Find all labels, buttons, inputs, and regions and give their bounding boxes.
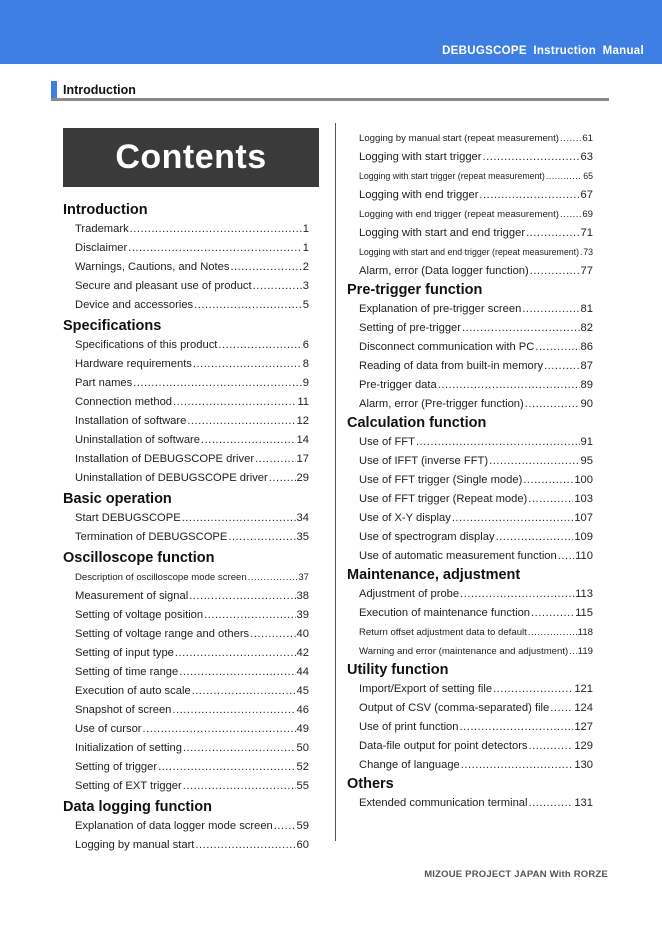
- toc-dot-leader: [531, 604, 574, 623]
- toc-entry-page: 86: [580, 341, 593, 353]
- toc-entry-page: 14: [296, 434, 309, 446]
- toc-entry[interactable]: [63, 587, 309, 606]
- toc-dot-leader: [483, 148, 580, 167]
- toc-entry-title: Explanation of pre-trigger screen: [359, 303, 522, 315]
- toc-entry-title: Setting of pre-trigger: [359, 322, 461, 334]
- toc-entry-page: 3: [302, 280, 309, 292]
- toc-entry-page: 6: [302, 339, 309, 351]
- toc-heading: Data logging function: [63, 799, 213, 815]
- toc-dot-leader: [183, 777, 296, 796]
- toc-entry-page: 121: [574, 683, 593, 695]
- toc-entry[interactable]: [347, 794, 593, 813]
- toc-entry-title: Return offset adjustment data to default: [359, 627, 527, 638]
- toc-entry-title: Logging with start and end trigger: [359, 227, 526, 239]
- toc-entry[interactable]: [63, 777, 309, 796]
- toc-entry-page: 77: [580, 265, 593, 277]
- toc-dot-leader: [250, 625, 295, 644]
- toc-entry-title: Logging with start trigger (repeat measurement): [359, 171, 545, 181]
- toc-entry-title: Adjustment of probe: [359, 588, 460, 600]
- toc-entry[interactable]: [63, 336, 309, 355]
- toc-entry[interactable]: [347, 756, 593, 775]
- toc-heading: Calculation function: [347, 415, 487, 431]
- toc-entry[interactable]: [347, 699, 593, 718]
- toc-entry-title: Secure and pleasant use of product: [75, 280, 252, 292]
- toc-entry-title: Logging by manual start (repeat measurement): [359, 133, 559, 144]
- toc-right-column: [347, 129, 593, 813]
- toc-entry-page: 89: [580, 379, 593, 391]
- toc-entry-page: 37: [298, 572, 309, 583]
- toc-entry-title: Use of FFT trigger (Single mode): [359, 474, 523, 486]
- toc-dot-leader: [175, 644, 296, 663]
- toc-entry-page: 44: [296, 666, 309, 678]
- section-rule: [51, 98, 609, 101]
- toc-entry-title: Uninstallation of DEBUGSCOPE driver: [75, 472, 268, 484]
- toc-dot-leader: [194, 296, 302, 315]
- toc-entry-title: Use of print function: [359, 721, 459, 733]
- toc-heading: Specifications: [63, 318, 162, 334]
- toc-entry[interactable]: [63, 355, 309, 374]
- toc-heading: Introduction: [63, 202, 148, 218]
- toc-entry-title: Logging with start trigger: [359, 151, 482, 163]
- toc-dot-leader: [525, 395, 580, 414]
- toc-dot-leader: [461, 756, 574, 775]
- toc-entry-title: Use of IFFT (inverse FFT): [359, 455, 489, 467]
- toc-entry-page: 107: [574, 512, 593, 524]
- toc-entry[interactable]: [347, 585, 593, 604]
- toc-heading: Basic operation: [63, 491, 172, 507]
- contents-title: Contents: [115, 138, 267, 176]
- toc-entry-title: Setting of EXT trigger: [75, 780, 182, 792]
- toc-entry-page: 119: [577, 646, 593, 657]
- toc-entry[interactable]: [347, 262, 593, 281]
- footer-text: MIZOUE PROJECT JAPAN With RORZE: [424, 869, 608, 880]
- toc-entry-title: Start DEBUGSCOPE: [75, 512, 181, 524]
- toc-dot-leader: [528, 490, 573, 509]
- toc-entry-title: Import/Export of setting file: [359, 683, 493, 695]
- toc-dot-leader: [189, 587, 295, 606]
- toc-dot-leader: [526, 224, 579, 243]
- toc-dot-leader: [523, 471, 573, 490]
- toc-entry-page: 12: [296, 415, 309, 427]
- toc-entry-title: Use of FFT trigger (Repeat mode): [359, 493, 528, 505]
- toc-entry-title: Connection method: [75, 396, 173, 408]
- toc-dot-leader: [462, 319, 580, 338]
- toc-heading: Utility function: [347, 662, 449, 678]
- toc-entry-page: 35: [296, 531, 309, 543]
- toc-entry-title: Extended communication terminal: [359, 797, 528, 809]
- toc-entry[interactable]: [63, 412, 309, 431]
- toc-entry[interactable]: [347, 490, 593, 509]
- toc-entry[interactable]: [63, 220, 309, 239]
- toc-entry-page: 113: [575, 588, 593, 600]
- toc-entry-title: Setting of voltage range and others: [75, 628, 250, 640]
- toc-dot-leader: [183, 739, 296, 758]
- toc-entry[interactable]: [63, 836, 309, 855]
- toc-heading: Others: [347, 776, 394, 792]
- toc-dot-leader: [228, 528, 295, 547]
- toc-entry[interactable]: [63, 393, 309, 412]
- toc-entry[interactable]: [347, 243, 593, 262]
- toc-entry[interactable]: [347, 604, 593, 623]
- toc-entry[interactable]: [347, 186, 593, 205]
- toc-entry-title: Installation of software: [75, 415, 187, 427]
- toc-entry-title: Measurement of signal: [75, 590, 189, 602]
- toc-dot-leader: [580, 243, 582, 262]
- toc-entry-title: Setting of time range: [75, 666, 179, 678]
- toc-entry-page: 87: [580, 360, 593, 372]
- toc-entry[interactable]: [63, 568, 309, 587]
- toc-dot-leader: [535, 338, 579, 357]
- toc-entry-page: 110: [575, 550, 593, 562]
- toc-entry-page: 1: [302, 223, 309, 235]
- toc-dot-leader: [274, 817, 296, 836]
- toc-entry-title: Termination of DEBUGSCOPE: [75, 531, 228, 543]
- toc-dot-leader: [195, 836, 295, 855]
- toc-entry-page: 131: [574, 797, 593, 809]
- toc-entry[interactable]: [63, 431, 309, 450]
- toc-entry-page: 130: [574, 759, 593, 771]
- toc-entry-page: 100: [574, 474, 593, 486]
- toc-entry[interactable]: [347, 509, 593, 528]
- toc-entry-title: Explanation of data logger mode screen: [75, 820, 273, 832]
- toc-entry[interactable]: [347, 471, 593, 490]
- toc-entry-page: 34: [296, 512, 309, 524]
- toc-dot-leader: [201, 431, 296, 450]
- toc-entry-page: 103: [574, 493, 593, 505]
- toc-entry-title: Disclaimer: [75, 242, 128, 254]
- toc-entry[interactable]: [63, 296, 309, 315]
- toc-dot-leader: [460, 718, 574, 737]
- toc-dot-leader: [218, 336, 301, 355]
- toc-entry-title: Output of CSV (comma-separated) file: [359, 702, 550, 714]
- toc-dot-leader: [130, 220, 302, 239]
- toc-entry-page: 45: [296, 685, 309, 697]
- toc-entry-page: 90: [580, 398, 593, 410]
- toc-dot-leader: [192, 682, 296, 701]
- toc-entry-title: Specifications of this product: [75, 339, 218, 351]
- toc-dot-leader: [204, 606, 295, 625]
- toc-entry-page: 82: [580, 322, 593, 334]
- toc-entry-page: 5: [302, 299, 309, 311]
- toc-entry[interactable]: [63, 817, 309, 836]
- toc-entry[interactable]: [347, 129, 593, 148]
- toc-entry[interactable]: [63, 509, 309, 528]
- toc-entry-page: 9: [302, 377, 309, 389]
- toc-entry[interactable]: [347, 680, 593, 699]
- toc-entry[interactable]: [63, 469, 309, 488]
- toc-entry[interactable]: [347, 357, 593, 376]
- toc-entry[interactable]: [347, 433, 593, 452]
- toc-entry-page: 50: [296, 742, 309, 754]
- toc-entry[interactable]: [63, 606, 309, 625]
- toc-entry-page: 11: [297, 396, 309, 408]
- toc-dot-leader: [248, 568, 298, 587]
- toc-entry[interactable]: [347, 224, 593, 243]
- toc-entry[interactable]: [347, 205, 593, 224]
- toc-entry-title: Use of cursor: [75, 723, 142, 735]
- toc-entry-page: 59: [296, 820, 309, 832]
- toc-dot-leader: [560, 129, 581, 148]
- toc-left-column: [63, 199, 309, 855]
- toc-dot-leader: [558, 547, 574, 566]
- toc-entry-page: 55: [296, 780, 309, 792]
- toc-entry-title: Description of oscilloscope mode screen: [75, 572, 247, 583]
- toc-dot-leader: [529, 737, 574, 756]
- toc-entry[interactable]: [347, 528, 593, 547]
- toc-entry-title: Setting of trigger: [75, 761, 158, 773]
- toc-entry[interactable]: [63, 450, 309, 469]
- toc-entry[interactable]: [63, 374, 309, 393]
- toc-entry-title: Disconnect communication with PC: [359, 341, 535, 353]
- toc-entry[interactable]: [63, 663, 309, 682]
- toc-entry-title: Alarm, error (Data logger function): [359, 265, 529, 277]
- toc-entry-page: 8: [302, 358, 309, 370]
- toc-dot-leader: [269, 469, 296, 488]
- toc-entry-title: Logging by manual start: [75, 839, 195, 851]
- contents-title-box: [63, 128, 319, 187]
- toc-entry-page: 71: [580, 227, 593, 239]
- toc-dot-leader: [560, 205, 581, 224]
- toc-entry[interactable]: [63, 758, 309, 777]
- toc-dot-leader: [546, 167, 582, 186]
- section-marker: [51, 81, 57, 98]
- toc-dot-leader: [158, 758, 295, 777]
- toc-entry-title: Use of FFT: [359, 436, 415, 448]
- toc-dot-leader: [528, 623, 577, 642]
- toc-dot-leader: [496, 528, 574, 547]
- toc-entry-page: 52: [296, 761, 309, 773]
- toc-entry-title: Use of automatic measurement function: [359, 550, 557, 562]
- toc-dot-leader: [128, 239, 302, 258]
- toc-entry-title: Execution of maintenance function: [359, 607, 531, 619]
- toc-entry-page: 42: [296, 647, 309, 659]
- toc-entry-page: 81: [580, 303, 593, 315]
- toc-heading: Oscilloscope function: [63, 550, 215, 566]
- toc-entry-page: 129: [574, 740, 593, 752]
- toc-dot-leader: [479, 186, 579, 205]
- toc-dot-leader: [569, 642, 576, 661]
- toc-entry-title: Alarm, error (Pre-trigger function): [359, 398, 524, 410]
- toc-entry[interactable]: [347, 737, 593, 756]
- toc-entry[interactable]: [347, 623, 593, 642]
- toc-entry-title: Setting of input type: [75, 647, 174, 659]
- toc-entry[interactable]: [63, 682, 309, 701]
- toc-entry-title: Logging with end trigger (repeat measurement): [359, 209, 559, 220]
- toc-entry-page: 115: [575, 607, 593, 619]
- toc-entry[interactable]: [347, 547, 593, 566]
- toc-entry-title: Part names: [75, 377, 133, 389]
- toc-entry-page: 69: [582, 209, 593, 220]
- toc-entry[interactable]: [63, 644, 309, 663]
- toc-dot-leader: [193, 355, 302, 374]
- toc-entry[interactable]: [347, 300, 593, 319]
- toc-entry-title: Warning and error (maintenance and adjustment): [359, 646, 569, 657]
- toc-entry-title: Snapshot of screen: [75, 704, 172, 716]
- toc-entry-page: 118: [577, 627, 593, 638]
- toc-entry-page: 109: [574, 531, 593, 543]
- toc-dot-leader: [255, 450, 295, 469]
- toc-entry[interactable]: [63, 528, 309, 547]
- toc-dot-leader: [438, 376, 580, 395]
- toc-entry-page: 40: [296, 628, 309, 640]
- toc-entry[interactable]: [347, 718, 593, 737]
- toc-entry[interactable]: [63, 239, 309, 258]
- toc-entry[interactable]: [347, 319, 593, 338]
- toc-dot-leader: [416, 433, 580, 452]
- toc-entry[interactable]: [63, 701, 309, 720]
- toc-entry[interactable]: [63, 720, 309, 739]
- manual-title: DEBUGSCOPE Instruction Manual: [442, 45, 644, 57]
- toc-entry-title: Data-file output for point detectors: [359, 740, 528, 752]
- toc-entry-page: 46: [296, 704, 309, 716]
- toc-dot-leader: [522, 300, 579, 319]
- toc-entry-title: Pre-trigger data: [359, 379, 437, 391]
- toc-dot-leader: [530, 262, 580, 281]
- toc-entry-page: 39: [296, 609, 309, 621]
- toc-entry-title: Hardware requirements: [75, 358, 192, 370]
- toc-entry-page: 38: [296, 590, 309, 602]
- toc-dot-leader: [230, 258, 301, 277]
- toc-entry[interactable]: [347, 376, 593, 395]
- toc-dot-leader: [550, 699, 573, 718]
- toc-entry-page: 49: [296, 723, 309, 735]
- toc-entry-page: 65: [583, 171, 593, 181]
- section-header: [51, 81, 609, 101]
- toc-entry-page: 124: [574, 702, 593, 714]
- toc-entry[interactable]: [347, 148, 593, 167]
- toc-entry[interactable]: [63, 625, 309, 644]
- toc-dot-leader: [529, 794, 574, 813]
- toc-heading: Pre-trigger function: [347, 282, 483, 298]
- toc-dot-leader: [143, 720, 296, 739]
- toc-dot-leader: [452, 509, 574, 528]
- toc-entry-title: Warnings, Cautions, and Notes: [75, 261, 230, 273]
- toc-entry[interactable]: [347, 395, 593, 414]
- column-divider: [335, 123, 336, 841]
- toc-entry-title: Setting of voltage position: [75, 609, 204, 621]
- toc-dot-leader: [179, 663, 295, 682]
- toc-entry-page: 2: [302, 261, 309, 273]
- toc-entry[interactable]: [347, 167, 593, 186]
- toc-dot-leader: [172, 701, 295, 720]
- toc-dot-leader: [489, 452, 579, 471]
- toc-entry[interactable]: [347, 338, 593, 357]
- toc-entry-title: Logging with end trigger: [359, 189, 479, 201]
- toc-entry[interactable]: [63, 739, 309, 758]
- toc-entry-page: 127: [574, 721, 593, 733]
- toc-entry-title: Use of spectrogram display: [359, 531, 495, 543]
- toc-dot-leader: [133, 374, 302, 393]
- toc-entry-page: 63: [580, 151, 593, 163]
- toc-entry-title: Reading of data from built-in memory: [359, 360, 544, 372]
- toc-entry-page: 17: [296, 453, 309, 465]
- toc-entry-title: Installation of DEBUGSCOPE driver: [75, 453, 255, 465]
- toc-dot-leader: [544, 357, 579, 376]
- toc-entry[interactable]: [347, 642, 593, 661]
- toc-entry-page: 73: [583, 247, 593, 257]
- toc-entry-title: Trademark: [75, 223, 129, 235]
- toc-entry-page: 67: [580, 189, 593, 201]
- toc-entry-title: Logging with start and end trigger (repeat measurement): [359, 247, 580, 257]
- toc-dot-leader: [187, 412, 295, 431]
- toc-entry-page: 91: [580, 436, 593, 448]
- toc-entry-page: 61: [582, 133, 593, 144]
- toc-dot-leader: [493, 680, 573, 699]
- toc-dot-leader: [173, 393, 296, 412]
- section-label: Introduction: [63, 83, 136, 97]
- toc-dot-leader: [253, 277, 302, 296]
- toc-entry[interactable]: [347, 452, 593, 471]
- toc-entry-title: Execution of auto scale: [75, 685, 191, 697]
- toc-entry-title: Use of X-Y display: [359, 512, 451, 524]
- toc-entry-page: 60: [296, 839, 309, 851]
- toc-entry-title: Change of language: [359, 759, 460, 771]
- toc-entry-page: 29: [296, 472, 309, 484]
- toc-entry-title: Device and accessories: [75, 299, 194, 311]
- toc-entry[interactable]: [63, 277, 309, 296]
- header-bar: [0, 0, 662, 64]
- toc-entry[interactable]: [63, 258, 309, 277]
- toc-entry-page: 95: [580, 455, 593, 467]
- toc-entry-title: Uninstallation of software: [75, 434, 200, 446]
- toc-heading: Maintenance, adjustment: [347, 567, 521, 583]
- toc-entry-title: Initialization of setting: [75, 742, 182, 754]
- toc-entry-page: 1: [302, 242, 309, 254]
- toc-dot-leader: [182, 509, 296, 528]
- toc-dot-leader: [460, 585, 574, 604]
